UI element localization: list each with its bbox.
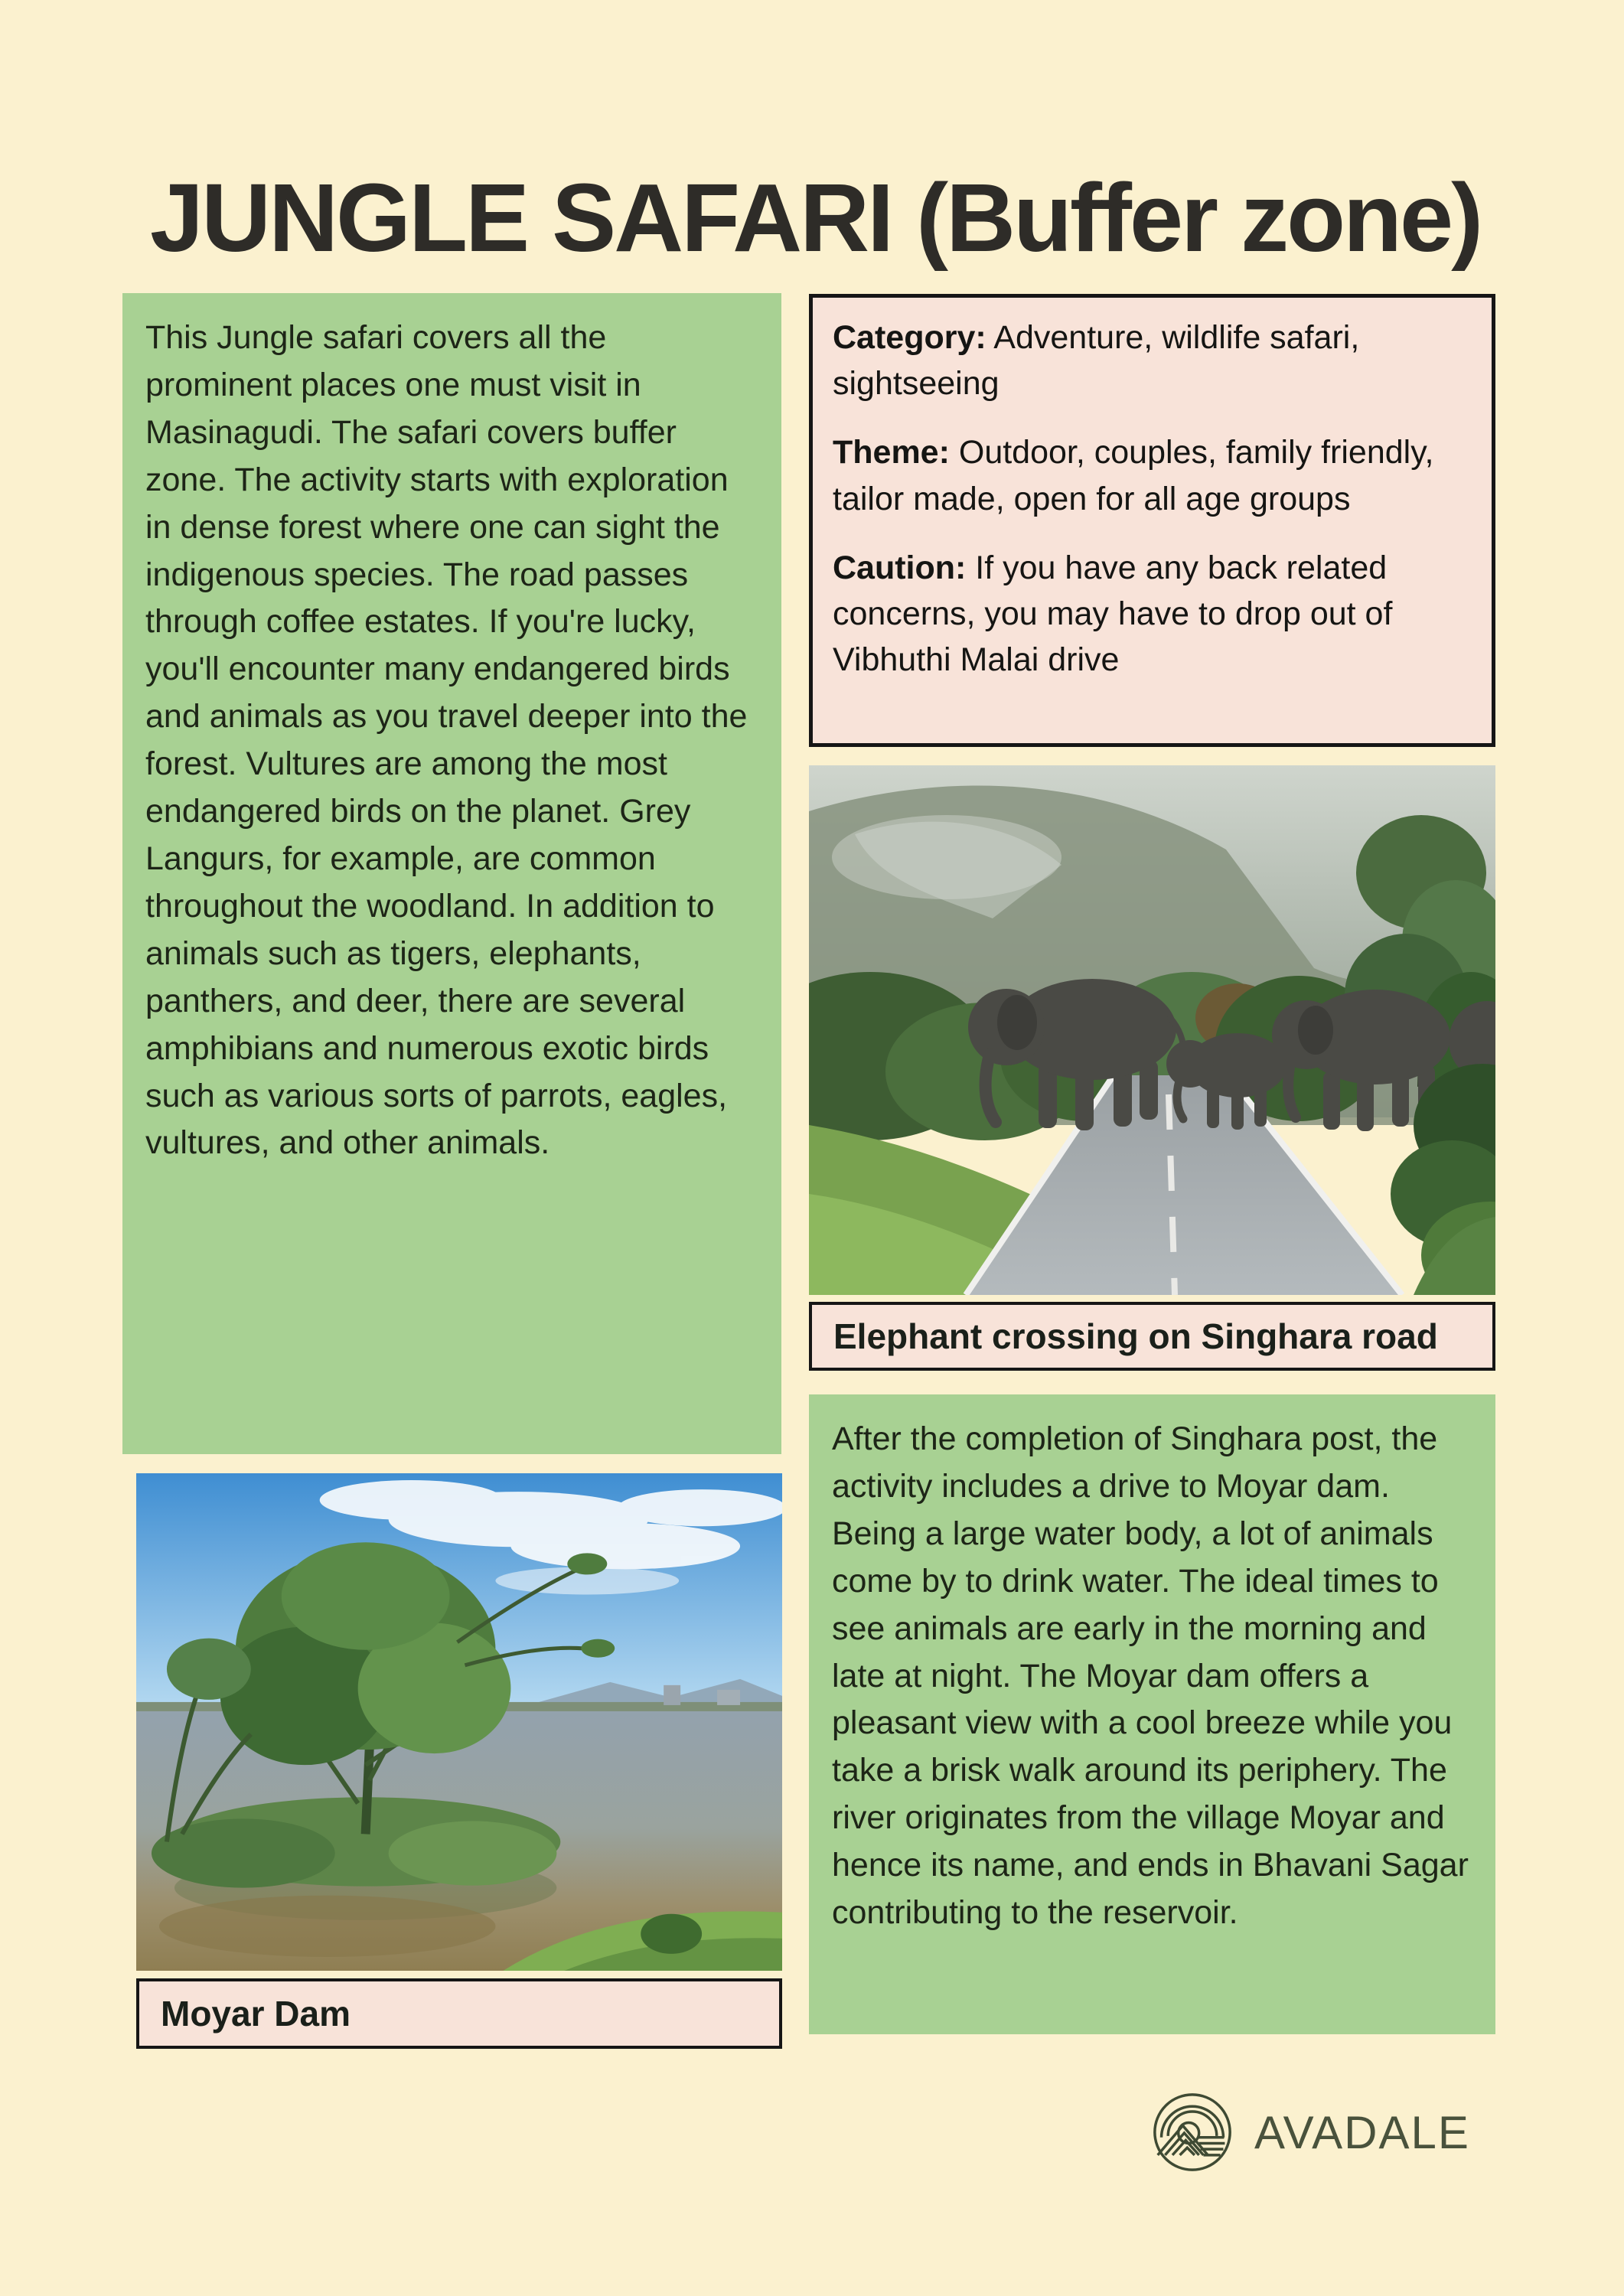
info-theme [833, 429, 1472, 521]
brand-name: AVADALE [1254, 2106, 1470, 2158]
avadale-logo-icon [1152, 2092, 1233, 2173]
moyar-dam-photo [136, 1473, 782, 1971]
info-category-label: Category: [833, 319, 986, 356]
intro-text-box [122, 293, 781, 1454]
page-title: JUNGLE SAFARI (Buffer zone) [150, 164, 1482, 272]
elephant-photo-illustration [809, 765, 1495, 1295]
moyar-photo-illustration [136, 1473, 782, 1971]
footer-brand [1152, 2086, 1550, 2178]
info-caution-label: Caution: [833, 549, 967, 586]
info-box [809, 294, 1495, 747]
info-caution [833, 545, 1472, 683]
info-category-text: Adventure, wildlife safari, sightseeing [833, 319, 1360, 403]
info-category [833, 315, 1472, 406]
moyar-photo-caption [136, 1978, 782, 2049]
moyar-paragraph: After the completion of Singhara post, the activity includes a drive to Moyar dam. Being a large water body, a lot of animals come by to drink water. The ideal times to see animals are early in the morning and late at night. The Moyar dam offers a pleasant view with a cool breeze while you take a brisk walk around its periphery. The river originates from the village Moyar and hence its name, and ends in Bhavani Sagar contributing to the reservoir. [832, 1420, 1469, 1932]
elephant-caption-text: Elephant crossing on Singhara road [833, 1316, 1438, 1356]
moyar-text-box [809, 1394, 1495, 2034]
info-theme-label: Theme: [833, 434, 950, 471]
info-caution-text: If you have any back related concerns, you may have to drop out of Vibhuthi Malai drive [833, 549, 1393, 679]
moyar-caption-text: Moyar Dam [161, 1994, 351, 2033]
intro-paragraph: This Jungle safari covers all the prominent places one must visit in Masinagudi. The safari covers buffer zone. The activity starts with exploration in dense forest where one can sight the indigenous species. The road passes through coffee estates. If you're lucky, you'll encounter many endangered birds and animals as you travel deeper into the forest. Vultures are among the most endangered birds on the planet. Grey Langurs, for example, are common throughout the woodland. In addition to animals such as tigers, elephants, panthers, and deer, there are several amphibians and numerous exotic birds such as various sorts of parrots, eagles, vultures, and other animals. [145, 319, 748, 1162]
elephant-crossing-photo [809, 765, 1495, 1295]
info-theme-text: Outdoor, couples, family friendly, tailor made, open for all age groups [833, 434, 1434, 517]
elephant-photo-caption [809, 1302, 1495, 1371]
